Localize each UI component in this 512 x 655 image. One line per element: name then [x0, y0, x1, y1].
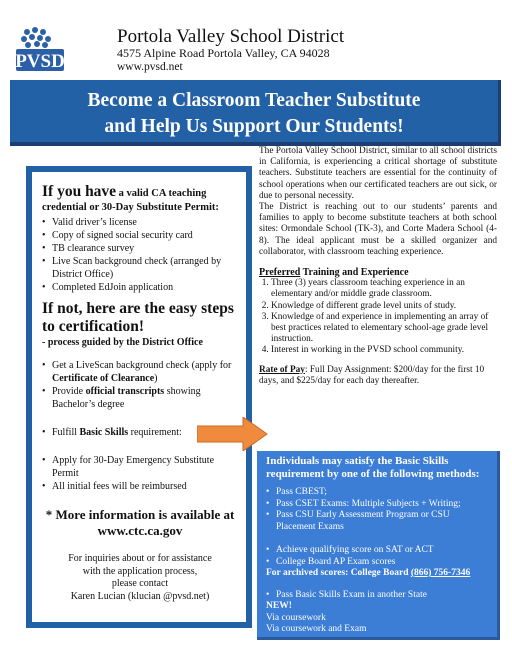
intro-paragraph-2: The District is reaching out to our students’ parents and families to apply to become substitute teachers at both school sites: Ormondale School (TK-3), and Corte Madera School (4-8). The ideal applicant must be a skilled organizer and collaborator, with classroom teaching experience. — [259, 202, 497, 257]
district-address: 4575 Alpine Road Portola Valley, CA 94028 — [117, 46, 330, 60]
list-item: • Live Scan background check (arranged by District Office) — [42, 255, 238, 281]
district-name: Portola Valley School District — [117, 26, 345, 47]
list-item: • Apply for 30-Day Emergency Substitute Permit — [42, 454, 238, 480]
phone-link[interactable]: (866) 756-7346 — [410, 568, 471, 578]
methods-list — [266, 487, 488, 533]
if-you-have-heading: If you have — [42, 183, 117, 200]
basic-skills-heading: Individuals may satisfy the Basic Skills requirement by one of the following methods: — [266, 455, 480, 480]
arrow-right-icon — [197, 417, 269, 451]
list-item: 4. Interest in working in the PVSD school community. — [271, 345, 497, 356]
list-item: • Pass Basic Skills Exam in another State — [266, 590, 488, 602]
inquiries-block: For inquiries about or for assistance with the application process, please contact Karen Lucian (klucian @pvsd.net) — [68, 553, 212, 602]
list-item: 3. Knowledge of and experience in implementing an array of best practices related to elementary school-age grade level instruction. — [271, 312, 497, 346]
if-you-have-tail: a valid CA teaching — [118, 188, 207, 199]
list-item: 1. Three (3) years classroom teaching experience in an elementary and/or middle grade classroom. — [271, 278, 497, 300]
coursework-exam-option: Via coursework and Exam — [266, 624, 367, 634]
list-item: • TB clearance survey — [42, 242, 238, 255]
district-website[interactable]: www.pvsd.net — [117, 61, 183, 73]
svg-text:PVSD: PVSD — [15, 51, 65, 72]
list-item: • Copy of signed social security card — [42, 229, 238, 242]
title-banner — [10, 80, 501, 146]
new-label: NEW! — [266, 601, 292, 611]
methods-list-2 — [266, 545, 488, 568]
have-list — [42, 216, 238, 294]
list-item: • All initial fees will be reimbursed — [42, 480, 238, 493]
list-item: • Fulfill Basic Skills requirement: — [42, 426, 238, 439]
if-not-heading: If not, here are the easy steps to certification! — [42, 300, 234, 335]
certification-panel — [26, 166, 252, 628]
list-item: • Provide official transcripts showing Bachelor’s degree — [42, 385, 238, 411]
banner-line-1: Become a Classroom Teacher Substitute — [87, 90, 421, 111]
methods-list-3 — [266, 590, 488, 602]
pvsd-logo — [10, 26, 90, 72]
rate-of-pay: Rate of Pay: Full Day Assignment: $200/day for the first 10 days, and $225/day for each day thereafter. — [259, 364, 485, 386]
more-info-text: * More information is available at — [45, 507, 235, 522]
coursework-option: Via coursework — [266, 612, 326, 623]
basic-skills-box — [257, 451, 500, 640]
process-note: - process guided by the District Office — [42, 337, 203, 348]
banner-line-2: and Help Us Support Our Students! — [104, 116, 404, 137]
archived-scores: For archived scores: College Board (866) 756-7346 — [266, 568, 471, 578]
list-item: • Get a LiveScan background check (apply for Certificate of Clearance) — [42, 359, 238, 385]
description-column — [259, 146, 497, 387]
credential-line: credential or 30-Day Substitute Permit: — [42, 202, 219, 213]
preferred-list — [259, 278, 497, 356]
list-item: 2. Knowledge of different grade level units of study. — [271, 301, 497, 312]
list-item: • Pass CSET Exams: Multiple Subjects + Writing; — [266, 499, 488, 511]
list-item: • Pass CBEST; — [266, 487, 488, 499]
list-item: • Pass CSU Early Assessment Program or CSU Placement Exams — [266, 510, 488, 533]
list-item: • Valid driver’s license — [42, 216, 238, 229]
preferred-heading: Preferred Training and Experience — [259, 267, 409, 279]
list-item: • Achieve qualifying score on SAT or ACT — [266, 545, 488, 557]
ctc-link[interactable]: www.ctc.ca.gov — [97, 523, 183, 538]
intro-paragraph-1: The Portola Valley School District, similar to all school districts in California, is experiencing a critical shortage of substitute teachers. Substitute teachers are essential for the continuity of school operations when our certificated teachers are out sick, or due to personal necessity. — [259, 146, 497, 201]
list-item: • College Board AP Exam scores — [266, 557, 488, 569]
list-item: • Completed EdJoin application — [42, 281, 238, 294]
